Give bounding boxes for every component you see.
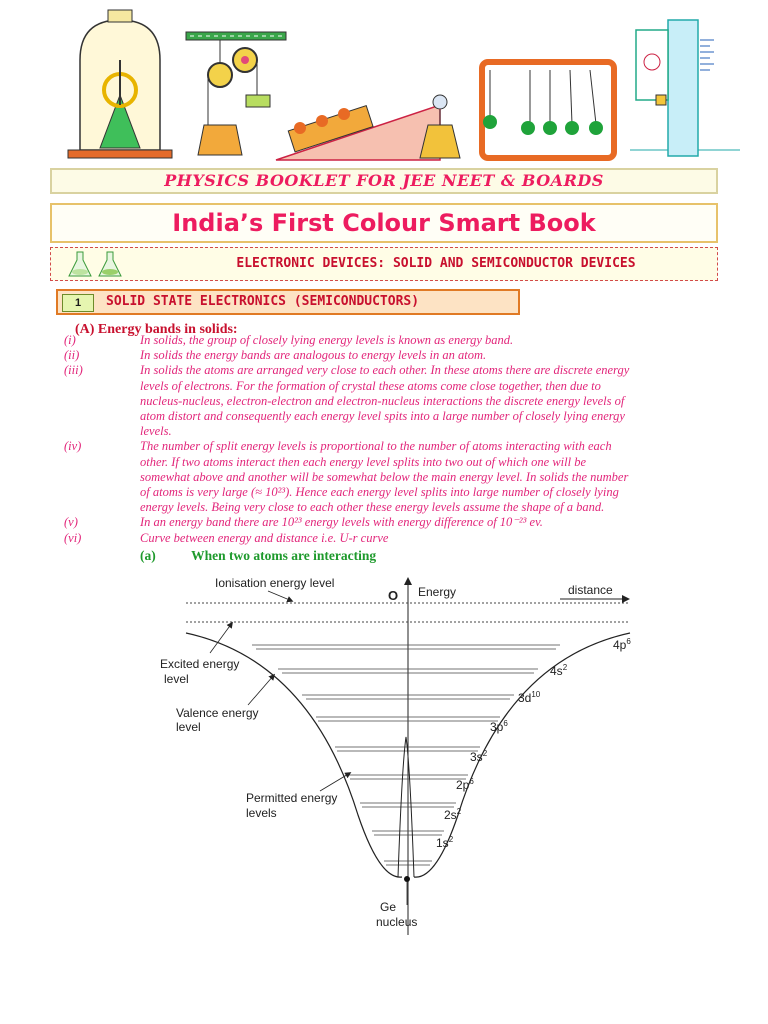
nucleus-label-line1: Ge — [380, 900, 397, 914]
subitem-tag: (a) — [140, 548, 156, 563]
item-line: In an energy band there are 10²³ energy levels with energy difference of 10⁻²³ ev. — [140, 515, 543, 530]
item-list — [64, 333, 724, 546]
item-line: other. If two atoms interact then each energy level splits into two out of which one will be — [140, 454, 587, 469]
list-item — [64, 333, 724, 348]
item-line: of atoms is very large (≈ 10²³). Hence each energy level splits into large number of closely lying — [140, 485, 619, 500]
list-item — [64, 348, 724, 363]
valence-label-line1: Valence energy — [176, 706, 259, 720]
item-line: atom distort and consequently each energy level spits into a large number of closely lying energy — [140, 409, 625, 424]
nucleus-dot — [404, 876, 410, 882]
energy-level-diagram — [140, 565, 660, 935]
distance-label: distance — [568, 583, 613, 597]
section-heading — [56, 289, 520, 315]
level-label: $3d^{10}$ — [518, 690, 541, 705]
list-item — [64, 515, 724, 530]
excited-label-line2: level — [164, 672, 189, 686]
item-line: In solids the atoms are arranged very close to each other. In these atoms there are discrete energy — [140, 363, 630, 378]
booklet-banner — [50, 168, 718, 194]
bell-jar-icon — [68, 10, 172, 158]
item-line: The number of split energy levels is proportional to the number of atoms interacting with each — [140, 439, 612, 454]
chapter-title: ELECTRONIC DEVICES: SOLID AND SEMICONDUCTOR DEVICES — [236, 256, 636, 271]
booklet-title: PHYSICS BOOKLET FOR JEE NEET & BOARDS — [164, 171, 604, 190]
level-label: $3s^2$ — [470, 749, 488, 764]
nucleus-label-line2: nucleus — [376, 915, 418, 929]
list-item — [64, 439, 724, 515]
level-label: $2s^2$ — [444, 807, 462, 822]
main-title-box — [50, 203, 718, 243]
section-title: SOLID STATE ELECTRONICS (SEMICONDUCTORS) — [106, 294, 420, 309]
vernier-caliper-icon — [630, 20, 740, 156]
subitem-text: When two atoms are interacting — [191, 548, 377, 563]
item-number: (v) — [64, 515, 78, 530]
level-label: $4s^2$ — [550, 663, 568, 678]
item-line: levels of electrons. For the formation of crystal these atoms come close together, then due to — [140, 378, 601, 393]
header-illustrations — [0, 0, 768, 170]
level-label: $2p^6$ — [456, 777, 474, 792]
item-number: (i) — [64, 333, 76, 347]
level-label: $3p^6$ — [490, 719, 508, 734]
subitem-heading — [140, 548, 376, 564]
permitted-label-line2: levels — [246, 806, 277, 820]
flask-icon — [63, 250, 133, 280]
item-number: (ii) — [64, 348, 80, 363]
item-line: In solids the energy bands are analogous to energy levels in an atom. — [140, 348, 487, 363]
valence-label-line2: level — [176, 720, 201, 734]
item-line: somewhat above and another will be somewhat below the main energy level. In solids the number — [140, 469, 629, 484]
energy-level-lines — [252, 645, 560, 865]
permitted-label-line1: Permitted energy — [246, 791, 338, 805]
main-title: India’s First Colour Smart Book — [172, 209, 596, 237]
list-item — [64, 363, 724, 439]
origin-label: O — [388, 588, 399, 603]
subheading: (A) Energy bands in solids: — [75, 322, 238, 337]
inclined-plane-icon — [276, 95, 460, 160]
item-line: Curve between energy and distance i.e. U-r curve — [140, 530, 389, 545]
item-number: (iv) — [64, 439, 82, 454]
level-label: $4p^6$ — [613, 637, 631, 652]
ionisation-label: Ionisation energy level — [215, 576, 335, 590]
item-number: (iii) — [64, 363, 83, 378]
section-number: 1 — [62, 294, 94, 312]
list-item — [64, 531, 724, 546]
pulley-icon — [186, 32, 286, 155]
energy-label: Energy — [418, 585, 457, 599]
item-line: levels. — [140, 424, 172, 439]
item-line: energy levels. Being very close to each other these energy levels assume the shape of a band. — [140, 500, 605, 515]
item-line: In solids, the group of closely lying energy levels is known as energy band. — [140, 333, 514, 347]
level-label: $1s^2$ — [436, 835, 454, 850]
newtons-cradle-icon — [482, 62, 614, 158]
excited-label-line1: Excited energy — [160, 657, 240, 671]
item-line: nucleus-nucleus, electron-electron and electron-nucleus interactions the discrete energy levels of — [140, 393, 625, 408]
chapter-banner — [50, 247, 718, 281]
item-number: (vi) — [64, 530, 82, 545]
